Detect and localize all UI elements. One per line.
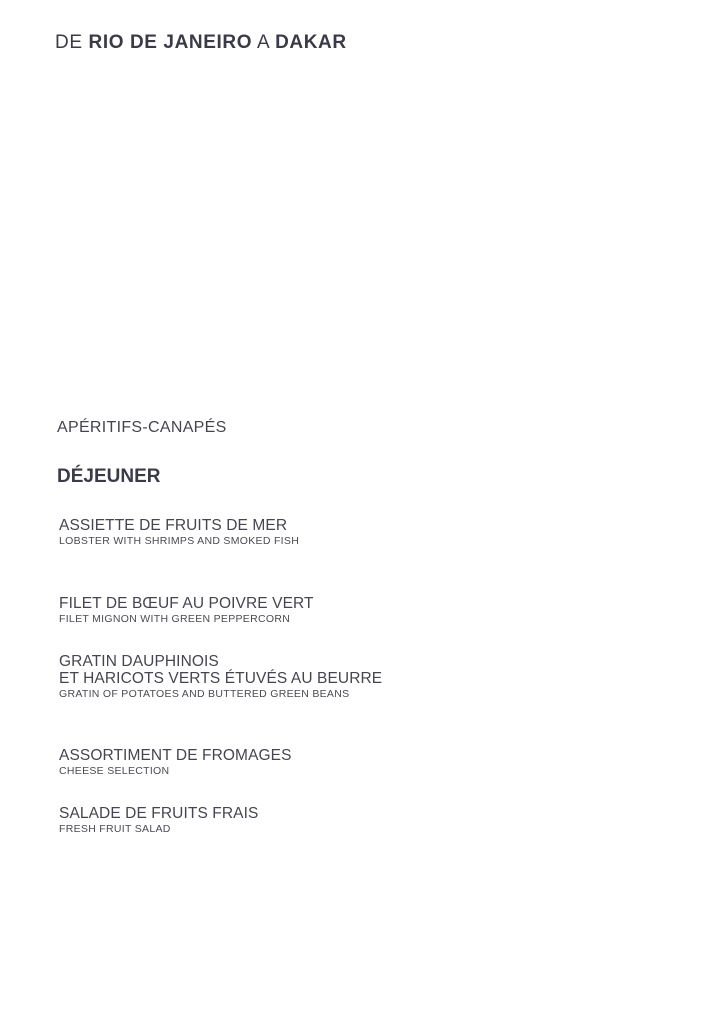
- route-origin: RIO DE JANEIRO: [88, 32, 253, 53]
- course-item-seafood: [59, 517, 299, 548]
- course-french-name: FILET DE BŒUF AU POIVRE VERT: [59, 595, 314, 612]
- course-item-cheese: [59, 747, 292, 778]
- course-english-name: LOBSTER WITH SHRIMPS AND SMOKED FISH: [59, 535, 300, 547]
- aperitif-heading: APÉRITIFS-CANAPÉS: [57, 419, 227, 436]
- route-destination: DAKAR: [275, 32, 347, 53]
- course-french-name: GRATIN DAUPHINOIS: [59, 653, 219, 670]
- course-french-name: SALADE DE FRUITS FRAIS: [59, 805, 259, 822]
- course-french-name: ASSIETTE DE FRUITS DE MER: [59, 517, 288, 534]
- route-title: [55, 32, 347, 54]
- course-english-name: FILET MIGNON WITH GREEN PEPPERCORN: [59, 613, 291, 625]
- course-english-name: CHEESE SELECTION: [59, 765, 170, 777]
- course-english-name: FRESH FRUIT SALAD: [59, 823, 171, 835]
- route-connector: A: [256, 32, 270, 53]
- course-english-name: GRATIN OF POTATOES AND BUTTERED GREEN BEANS: [59, 688, 350, 700]
- course-item-fruit-salad: [59, 805, 258, 836]
- course-french-name: ASSORTIMENT DE FROMAGES: [59, 747, 292, 764]
- meal-title: DÉJEUNER: [57, 466, 161, 487]
- course-item-gratin: [59, 653, 382, 701]
- route-prefix: DE: [55, 32, 83, 53]
- course-item-beef: [59, 595, 314, 626]
- course-french-name-line2: ET HARICOTS VERTS ÉTUVÉS AU BEURRE: [59, 670, 383, 687]
